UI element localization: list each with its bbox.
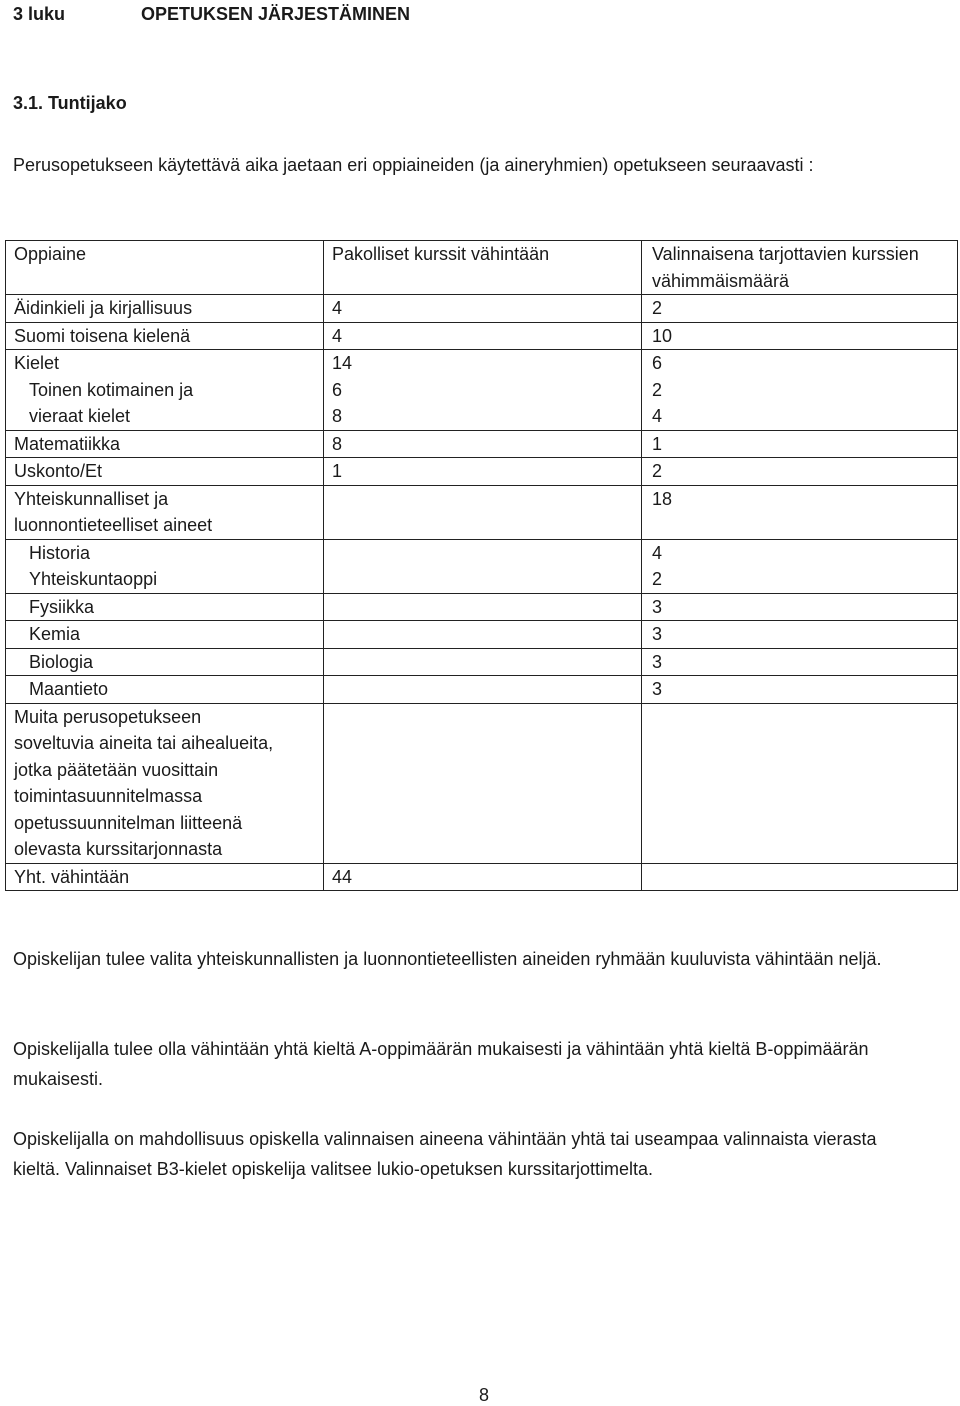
subject-line: toimintasuunnitelmassa (14, 786, 203, 806)
optional-cell (642, 485, 958, 539)
optional-value: 2 (652, 569, 663, 589)
optional-value: 2 (652, 379, 663, 400)
optional-cell (642, 621, 958, 649)
required-value: 14 (332, 353, 353, 373)
required-value: 8 (332, 433, 343, 454)
optional-cell (642, 539, 958, 593)
required-value: 6 (332, 379, 343, 400)
section-title: 3.1. Tuntijako (13, 93, 127, 113)
table-row (6, 703, 958, 863)
required-cell (324, 539, 642, 593)
required-cell (324, 350, 642, 431)
paragraph-optional-languages: Opiskelijalla on mahdollisuus opiskella valinnaisen aineena vähintään yhtä tai useampaa valinnaista vierasta kieltä. Valinnaiset B3-kielet opiskelija valitsee lukio-opetuksen kurssitarjottimelta. (13, 1129, 877, 1179)
subject-line: opetussuunnitelman liitteenä (14, 812, 243, 833)
table-row (6, 676, 958, 704)
subject-line: Matematiikka (14, 433, 121, 454)
optional-value: 3 (652, 651, 663, 672)
required-value: 1 (332, 461, 343, 481)
subject-cell (6, 621, 324, 649)
required-cell (324, 485, 642, 539)
subject-cell (6, 703, 324, 863)
subject-line: Kielet (14, 353, 60, 373)
table-row (6, 430, 958, 458)
table-row (6, 350, 958, 431)
table-row (6, 539, 958, 593)
subject-line: Maantieto (29, 679, 109, 699)
chapter-number: 3 luku (13, 4, 66, 24)
table-row (6, 322, 958, 350)
required-cell (324, 648, 642, 676)
required-cell (324, 322, 642, 350)
optional-cell (642, 593, 958, 621)
optional-value: 3 (652, 679, 663, 699)
optional-cell (642, 430, 958, 458)
subject-cell (6, 350, 324, 431)
subject-line: vieraat kielet (29, 406, 131, 426)
subject-line: Yhteiskunnalliset ja (14, 488, 169, 509)
table-row (6, 621, 958, 649)
intro-paragraph: Perusopetukseen käytettävä aika jaetaan eri oppiaineiden (ja aineryhmien) opetukseen seuraavasti : (13, 155, 814, 175)
optional-cell (642, 322, 958, 350)
required-cell (324, 458, 642, 486)
subject-line: Historia (29, 542, 91, 563)
table-header-row (6, 241, 958, 295)
subject-cell (6, 593, 324, 621)
total-label: Yht. vähintään (14, 866, 130, 887)
header-optional: Valinnaisena tarjottavien kurssien vähimmäismäärä (642, 241, 958, 295)
optional-value: 4 (652, 542, 663, 563)
table-row (6, 485, 958, 539)
required-cell (324, 430, 642, 458)
subject-cell (6, 648, 324, 676)
optional-value: 1 (652, 433, 663, 454)
header-required: Pakolliset kurssit vähintään (324, 241, 642, 295)
optional-value: 4 (652, 406, 663, 426)
table-total-row (6, 863, 958, 891)
optional-cell (642, 295, 958, 323)
optional-cell (642, 458, 958, 486)
optional-cell (642, 648, 958, 676)
subject-line: Biologia (29, 651, 94, 672)
subject-cell (6, 676, 324, 704)
subject-line: Yhteiskuntaoppi (29, 569, 158, 589)
subject-cell (6, 863, 324, 891)
table-row (6, 295, 958, 323)
optional-value: 2 (652, 461, 663, 481)
optional-cell (642, 863, 958, 891)
subject-cell (6, 295, 324, 323)
paragraph-science-requirement: Opiskelijan tulee valita yhteiskunnallisten ja luonnontieteellisten aineiden ryhmään kuuluvista vähintään neljä. (13, 949, 882, 969)
optional-value: 3 (652, 624, 663, 644)
optional-value: 6 (652, 353, 663, 373)
table-row (6, 593, 958, 621)
optional-cell (642, 350, 958, 431)
subject-line: jotka päätetään vuosittain (14, 759, 219, 780)
subject-line: luonnontieteelliset aineet (14, 515, 213, 535)
optional-value: 3 (652, 596, 663, 617)
required-cell (324, 593, 642, 621)
subject-cell (6, 458, 324, 486)
chapter-title: OPETUKSEN JÄRJESTÄMINEN (141, 4, 411, 24)
subject-cell (6, 485, 324, 539)
required-value: 4 (332, 325, 343, 346)
optional-cell (642, 703, 958, 863)
chapter-heading (13, 2, 410, 26)
subject-line: Suomi toisena kielenä (14, 325, 191, 346)
table-row (6, 458, 958, 486)
subject-line: Uskonto/Et (14, 461, 103, 481)
optional-value: 2 (652, 298, 663, 318)
required-cell (324, 703, 642, 863)
required-cell (324, 676, 642, 704)
header-subject: Oppiaine (6, 241, 324, 295)
subject-line: Toinen kotimainen ja (29, 379, 194, 400)
subject-line: olevasta kurssitarjonnasta (14, 839, 223, 859)
optional-value: 10 (652, 325, 673, 346)
required-value: 8 (332, 406, 343, 426)
subject-cell (6, 322, 324, 350)
subject-line: soveltuvia aineita tai aihealueita, (14, 733, 274, 753)
subject-line: Kemia (29, 624, 81, 644)
page-number: 8 (478, 1385, 489, 1405)
optional-value: 18 (652, 488, 673, 509)
total-required-value: 44 (332, 866, 353, 887)
table-row (6, 648, 958, 676)
lesson-distribution-table (5, 240, 958, 891)
subject-line: Fysiikka (29, 596, 95, 617)
paragraph-language-requirement: Opiskelijalla tulee olla vähintään yhtä kieltä A-oppimäärän mukaisesti ja vähintään yhtä kieltä B-oppimäärän mukaisesti. (13, 1039, 869, 1089)
subject-line: Muita perusopetukseen (14, 706, 202, 727)
subject-cell (6, 539, 324, 593)
subject-cell (6, 430, 324, 458)
optional-cell (642, 676, 958, 704)
required-value: 4 (332, 298, 343, 318)
subject-line: Äidinkieli ja kirjallisuus (14, 298, 193, 318)
required-cell (324, 295, 642, 323)
required-cell (324, 863, 642, 891)
required-cell (324, 621, 642, 649)
